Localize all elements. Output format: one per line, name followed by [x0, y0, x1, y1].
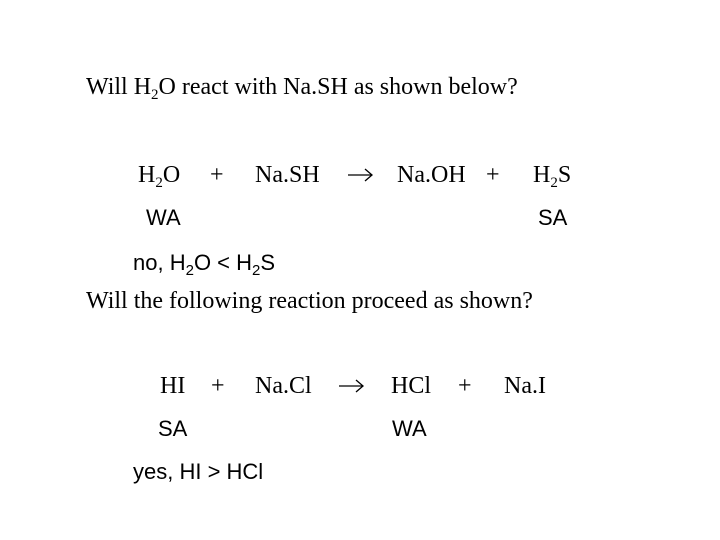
reaction-1-plus-2: +: [486, 162, 500, 188]
reactant-1-symbol: H: [138, 162, 156, 188]
answer-1-middle: O < H: [193, 250, 253, 275]
reactant-1-subscript: 2: [155, 175, 163, 191]
reaction-2-weak-acid-label: WA: [392, 416, 427, 441]
question-1-subscript: 2: [151, 87, 159, 103]
reaction-2-product-1: HCl: [391, 373, 432, 399]
question-1: [86, 74, 518, 103]
reaction-1-plus-1: +: [210, 162, 224, 188]
reaction-2-strong-acid-label: SA: [158, 416, 188, 441]
product-2-subscript: 2: [550, 175, 558, 191]
question-1-suffix: O react with Na.SH as shown below?: [158, 74, 518, 100]
reaction-1-reactant-2: Na.SH: [255, 162, 320, 188]
reaction-2-reactant-1: HI: [160, 373, 186, 399]
reaction-1-product-1: Na.OH: [397, 162, 466, 188]
answer-1-suffix: S: [260, 250, 276, 275]
question-1-prefix: Will H: [86, 74, 152, 100]
answer-1-subscript-2: 2: [252, 262, 261, 279]
reaction-2-plus-1: +: [211, 373, 225, 399]
reaction-2-arrow-icon: [339, 379, 365, 393]
product-2-symbol: H: [533, 162, 551, 188]
reaction-1-strong-acid-label: SA: [538, 205, 568, 230]
answer-1-subscript-1: 2: [185, 262, 194, 279]
product-2-tail: S: [557, 162, 572, 188]
reactant-1-tail: O: [162, 162, 181, 188]
answer-1-prefix: no, H: [133, 250, 186, 275]
reaction-1-arrow-icon: [348, 168, 374, 182]
question-2: Will the following reaction proceed as shown?: [86, 288, 533, 314]
reaction-2-plus-2: +: [458, 373, 472, 399]
reaction-1-reactant-1: [138, 162, 181, 191]
reaction-1-weak-acid-label: WA: [146, 205, 181, 230]
reaction-1-product-2: [533, 162, 572, 191]
answer-1: [133, 250, 276, 279]
reaction-2-reactant-2: Na.Cl: [255, 373, 312, 399]
answer-2: yes, HI > HCl: [133, 459, 264, 484]
reaction-2-product-2: Na.I: [504, 373, 546, 399]
